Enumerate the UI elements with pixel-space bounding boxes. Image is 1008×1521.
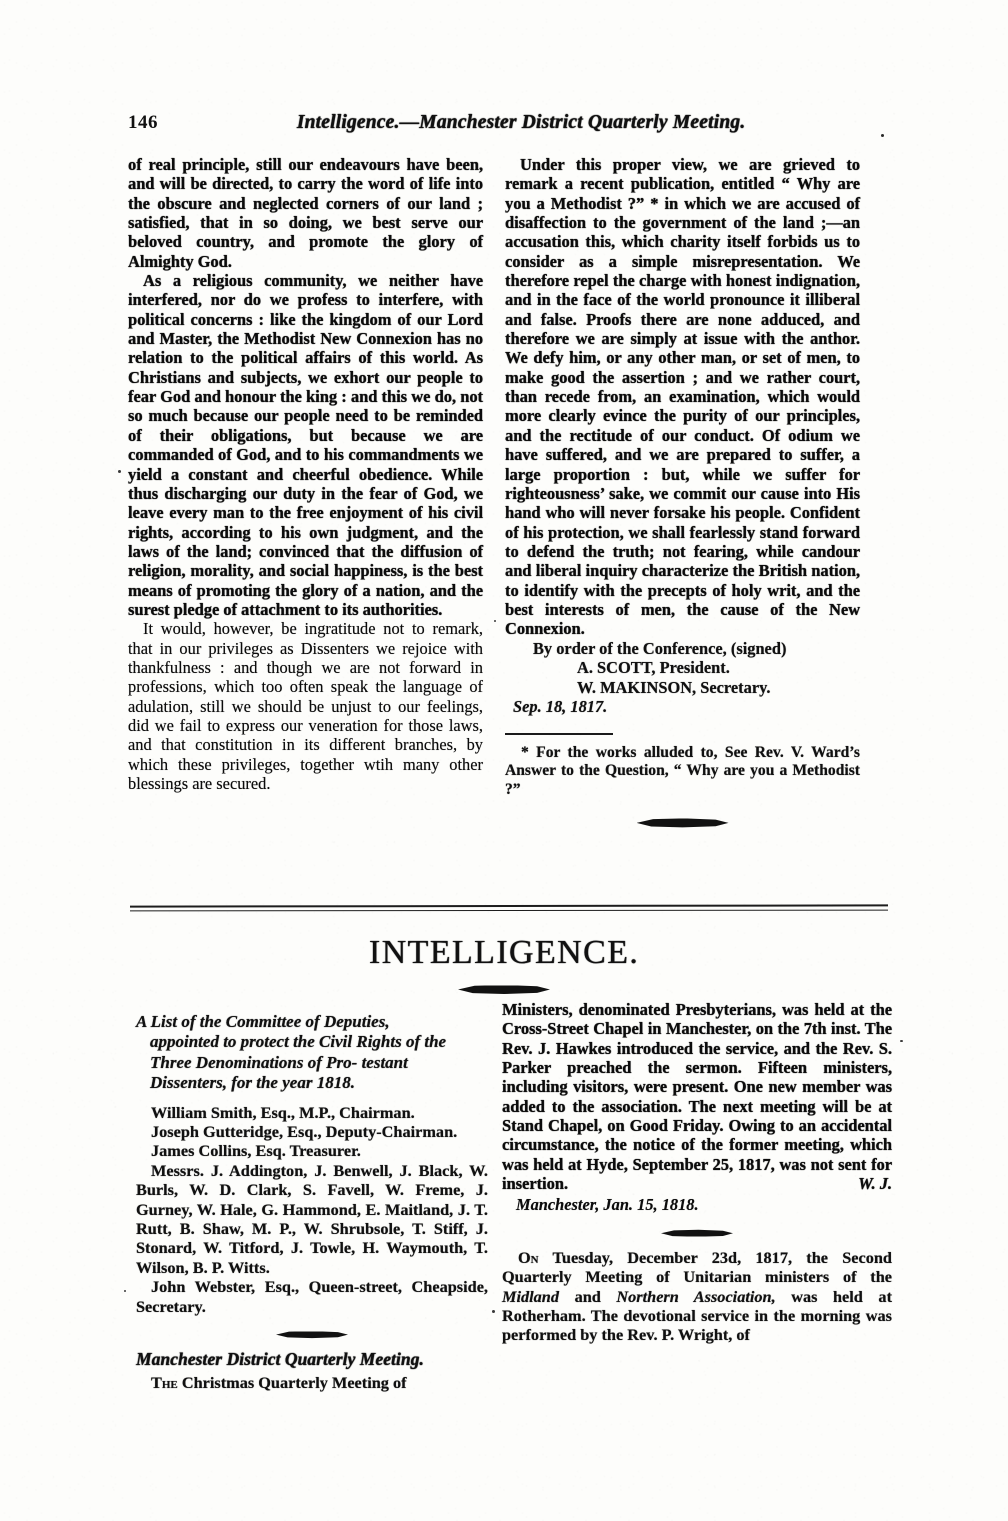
item-italic-midland: Midland <box>502 1286 560 1306</box>
ink-speck <box>494 620 496 622</box>
caption-line: appointed to protect the Civil Rights <box>150 1032 402 1052</box>
subsection-lead-paragraph <box>136 1373 488 1392</box>
item-italic-northern-association: Northern Association, <box>616 1286 776 1306</box>
lead-smallcaps: The <box>151 1373 178 1393</box>
paragraph: of real principle, still our endeavours have been, and will be directed, to carry the word of life into the obscure and neglected corners of our land ; satisfied, that in so doing, we best serve our beloved country, and promote the glory of Almighty God. <box>128 155 483 271</box>
page-number: 146 <box>128 112 158 133</box>
paragraph: It would, however, be ingratitude not to remark, that in our privileges as Dissenters we rejoice with thankfulness : and though we are not forward in professions, which too often speak the language of adulation, still we should be unjust to our feelings, did we fail to express our veneration for those laws, and that constitution in its different branches, by which these privileges, together wtih many other blessings are secured. <box>128 619 483 793</box>
author-initials: W. J. <box>858 1174 892 1194</box>
footnote-rule <box>505 733 613 735</box>
divider-rule-bottom <box>130 910 888 912</box>
committee-entry: James Collins, Esq. Treasurer. <box>151 1141 361 1161</box>
item-lead-smallcaps: On <box>518 1247 539 1267</box>
bottom-right-column <box>502 1000 892 1345</box>
footnote-text: * For the works alluded to, See Rev. V. Ward’s Answer to the Question, “ Why are you a Methodist ?” <box>505 743 860 798</box>
signature-by-order: By order of the Conference, (signed) <box>533 638 787 658</box>
running-head <box>128 112 888 138</box>
next-news-item <box>502 1248 892 1345</box>
item-text-1: Tuesday, December 23d, 1817, the Second Quarterly Meeting of Unitarian ministers of the <box>502 1247 892 1287</box>
ink-speck <box>492 1310 495 1313</box>
bottom-left-column <box>136 1012 488 1393</box>
ornament-divider <box>276 1330 348 1339</box>
running-head-title <box>128 112 888 134</box>
ornament-divider <box>637 817 729 828</box>
committee-entry: John Webster, Esq., Queen-street, Cheapside, Secretary. <box>136 1277 488 1316</box>
committee-entry: William Smith, Esq., M.P., Chairman. <box>151 1102 415 1122</box>
top-left-column <box>128 155 483 793</box>
committee-caption <box>136 1012 488 1094</box>
paragraph: Under this proper view, we are grieved to remark a recent publication, entitled “ Why are you a Methodist ?” * in which we are accused of disaffection to the government of the land ;—an accusation this, which charity itself forbids us to consider as a simple misrepresentation. We therefore repel the charge with honest indignation, and in the face of the world pronounce it illiberal and false. Proofs there are none adduced, and therefore we are simply at issue with the anthor. We defy him, or any other man, or set of men, to make good the assertion ; and we rather court, than recede from, an examination, which would more clearly evince the purity of our principles, and the rectitude of our conduct. Of odium we have suffered, and we are prepared to suffer, a large proportion : but, while we suffer for righteousness’ sake, we commit our cause into His hand who will never forsake his people. Confident of his protection, we shall fearlessly stand forward to defend the truth; not fearing, while candour and liberal inquiry characterize the British nation, to identify with the precepts of holy writ, and the best interests of men, the cause of the New Connexion. <box>505 155 860 639</box>
item-text-3: was held at Rotherham. The devotional service in the morning was performed by the Rev. P. Wright, of <box>502 1286 892 1345</box>
ink-speck <box>900 1040 903 1042</box>
committee-entry: Messrs. J. Addington, J. Benwell, J. Black, W. Burls, W. D. Clark, S. Favell, W. Freme, J. Gurney, W. Hale, G. Hammond, E. Maitland, J. T. Rutt, B. Shaw, M. P., W. Shrubsole, T. Stiff, J. Stonard, W. Titford, J. Towle, H. Waymouth, T. Wilson, B. P. Witts. <box>136 1160 488 1277</box>
top-right-column <box>505 155 860 840</box>
committee-entry: Joseph Gutteridge, Esq., Deputy-Chairman. <box>151 1122 458 1142</box>
caption-line: testant Dissenters, for the year 1818. <box>150 1052 408 1093</box>
item-text-2: and <box>559 1286 617 1306</box>
signature-secretary: W. MAKINSON, Secretary. <box>577 677 771 697</box>
section-masthead <box>0 934 1008 1007</box>
signature-date: Sep. 18, 1817. <box>513 697 608 717</box>
ornament-divider <box>458 984 550 995</box>
running-head-text: Intelligence.—Manchester District Quarterly Meeting. <box>296 112 746 133</box>
ornament-divider <box>661 1229 733 1238</box>
ink-speck <box>124 1290 126 1292</box>
section-divider-rule <box>130 905 888 912</box>
continuation-text: Ministers, denominated Presbyterians, was held at the Cross-Street Chapel in Manchester, on the 7th inst. The Rev. J. Hawkes introduced the service, and the Rev. S. Parker preached the sermon. Fifteen ministers, including visitors, were present. One new member was added to the association. The next meeting will be at Stand Chapel, on Good Friday. Owing to an accidental circumstance, the notice of the former meeting, which was held at Hyde, September 25, 1817, was not sent for insertion. <box>502 1000 892 1194</box>
caption-line: A List of the Committee of Deputies, <box>136 1012 390 1031</box>
signature-block <box>505 639 860 717</box>
dateline: Manchester, Jan. 15, 1818. <box>516 1195 699 1215</box>
lead-rest: Christmas Quarterly Meeting of <box>177 1373 407 1393</box>
paragraph: As a religious community, we neither have interfered, nor do we profess to interfere, with political concerns : like the kingdom of our Lord and Master, the Methodist New Connexion has no relation to the political affairs of this world. As Christians and subjects, we exhort our people to fear God and honour the king : and this we do, not so much because our people need to be reminded of their obligations, but because we are commanded of God, and to his commandments we yield a constant and cheerful obedience. While thus discharging our duty in the fear of God, we leave every man to the free enjoyment of his civil rights, according to his own judgment, and the laws of the land; convinced that the diffusion of religion, morality, and social happiness, is the best means of promoting the glory of a nation, and the surest pledge of attachment to its authorities. <box>128 271 483 619</box>
caption-line: of the Three Denominations of Pro- <box>150 1032 447 1072</box>
ink-speck <box>881 134 884 137</box>
subsection-title: Manchester District Quarterly Meeting. <box>136 1349 424 1370</box>
continuation-paragraph <box>502 1000 892 1193</box>
divider-rule-top <box>130 904 888 907</box>
signature-president: A. SCOTT, President. <box>577 658 730 678</box>
ink-speck <box>118 470 121 473</box>
dateline-paragraph <box>502 1195 892 1214</box>
masthead-title: INTELLIGENCE. <box>368 934 640 971</box>
